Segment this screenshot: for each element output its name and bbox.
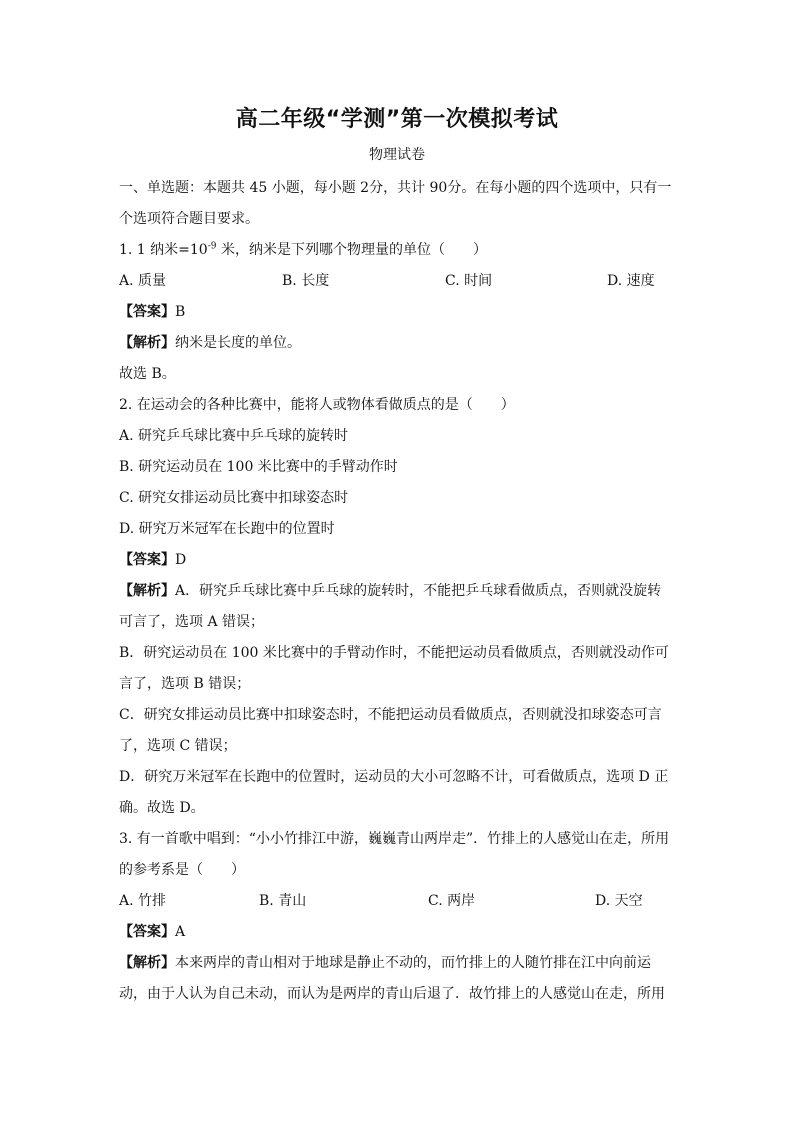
question-1-analysis-text: 纳米是长度的单位。 — [175, 335, 301, 351]
question-1-conclusion: 故选 B。 — [119, 366, 176, 382]
section-intro-line-2: 个选项符合题目要求。 — [119, 211, 259, 227]
question-2-analysis-line-4: 言了，选项 B 错误； — [119, 676, 251, 692]
question-3-analysis-line-1 — [119, 951, 679, 982]
question-1-option-b: B. 长度 — [282, 273, 330, 289]
question-1-answer — [119, 300, 679, 331]
question-2-analysis-text: A．研究乒乓球比赛中乒乓球的旋转时，不能把乒乓球看做质点，否则就没旋转 — [175, 583, 662, 599]
exam-title: 高二年级“学测”第一次模拟考试 — [235, 107, 559, 132]
question-3-option-c: C. 两岸 — [428, 893, 476, 909]
document-body — [119, 176, 679, 1013]
question-3-option-b: B. 青山 — [259, 893, 307, 909]
question-2-analysis-line-5: C．研究女排运动员比赛中扣球姿态时，不能把运动员看做质点，否则就没扣球姿态可言 — [119, 707, 662, 723]
answer-tag: 【答案】 — [119, 552, 175, 568]
question-3-options — [119, 889, 679, 920]
analysis-tag: 【解析】 — [119, 335, 175, 351]
question-1-option-a: A. 质量 — [119, 273, 167, 289]
analysis-tag: 【解析】 — [119, 955, 175, 971]
question-2-option-d: D. 研究万米冠军在长跑中的位置时 — [119, 521, 335, 537]
question-1-analysis — [119, 331, 679, 362]
answer-tag: 【答案】 — [119, 304, 175, 320]
question-2-analysis-line-7: D．研究万米冠军在长跑中的位置时，运动员的大小可忽略不计，可看做质点，选项 D 正 — [119, 769, 669, 785]
question-2-answer — [119, 548, 679, 579]
question-3-analysis-line-2: 动，由于人认为自己未动，而认为是两岸的青山后退了．故竹排上的人感觉山在走，所用 — [119, 986, 665, 1002]
question-2-analysis-line-6: 了，选项 C 错误； — [119, 738, 237, 754]
question-2-option-b: B. 研究运动员在 100 米比赛中的手臂动作时 — [119, 459, 398, 475]
exam-subtitle: 物理试卷 — [369, 147, 425, 163]
question-2-option-a: A. 研究乒乓球比赛中乒乓球的旋转时 — [119, 428, 349, 444]
question-2-analysis-line-3: B．研究运动员在 100 米比赛中的手臂动作时，不能把运动员看做质点，否则就没动作可 — [119, 645, 669, 661]
question-1-answer-value: B — [175, 304, 186, 320]
question-3-option-d: D. 天空 — [595, 893, 643, 909]
question-2-option-c: C. 研究女排运动员比赛中扣球姿态时 — [119, 490, 349, 506]
answer-tag: 【答案】 — [119, 924, 175, 940]
analysis-tag: 【解析】 — [119, 583, 175, 599]
question-3-stem-line-1: 3. 有一首歌中唱到：“小小竹排江中游，巍巍青山两岸走”．竹排上的人感觉山在走，所用 — [119, 831, 670, 847]
question-1-options — [119, 269, 679, 300]
question-3-stem-line-2: 的参考系是（ ） — [119, 862, 245, 878]
question-3-analysis-text: 本来两岸的青山相对于地球是静止不动的，而竹排上的人随竹排在江中向前运 — [175, 955, 651, 971]
question-2-analysis-line-1 — [119, 579, 679, 610]
question-2-analysis-line-8: 确。故选 D。 — [119, 800, 205, 816]
question-1-stem — [119, 238, 679, 269]
section-intro-line-1: 一、单选题：本题共 45 小题，每小题 2分，共计 90分。在每小题的四个选项中，只有一 — [119, 180, 672, 196]
question-1-option-d: D. 速度 — [607, 273, 655, 289]
question-3-answer — [119, 920, 679, 951]
question-2-stem: 2. 在运动会的各种比赛中，能将人或物体看做质点的是（ ） — [119, 397, 515, 413]
question-1-stem-suffix: 米，纳米是下列哪个物理量的单位（ ） — [216, 242, 487, 258]
question-3-option-a: A. 竹排 — [119, 893, 167, 909]
question-1-exponent: -9 — [207, 241, 217, 252]
question-3-answer-value: A — [175, 924, 186, 940]
question-2-analysis-line-2: 可言了，选项 A 错误； — [119, 614, 265, 630]
question-1-stem-prefix: 1. 1 纳米=10 — [119, 242, 208, 258]
question-2-answer-value: D — [175, 552, 187, 568]
question-1-option-c: C. 时间 — [445, 273, 493, 289]
